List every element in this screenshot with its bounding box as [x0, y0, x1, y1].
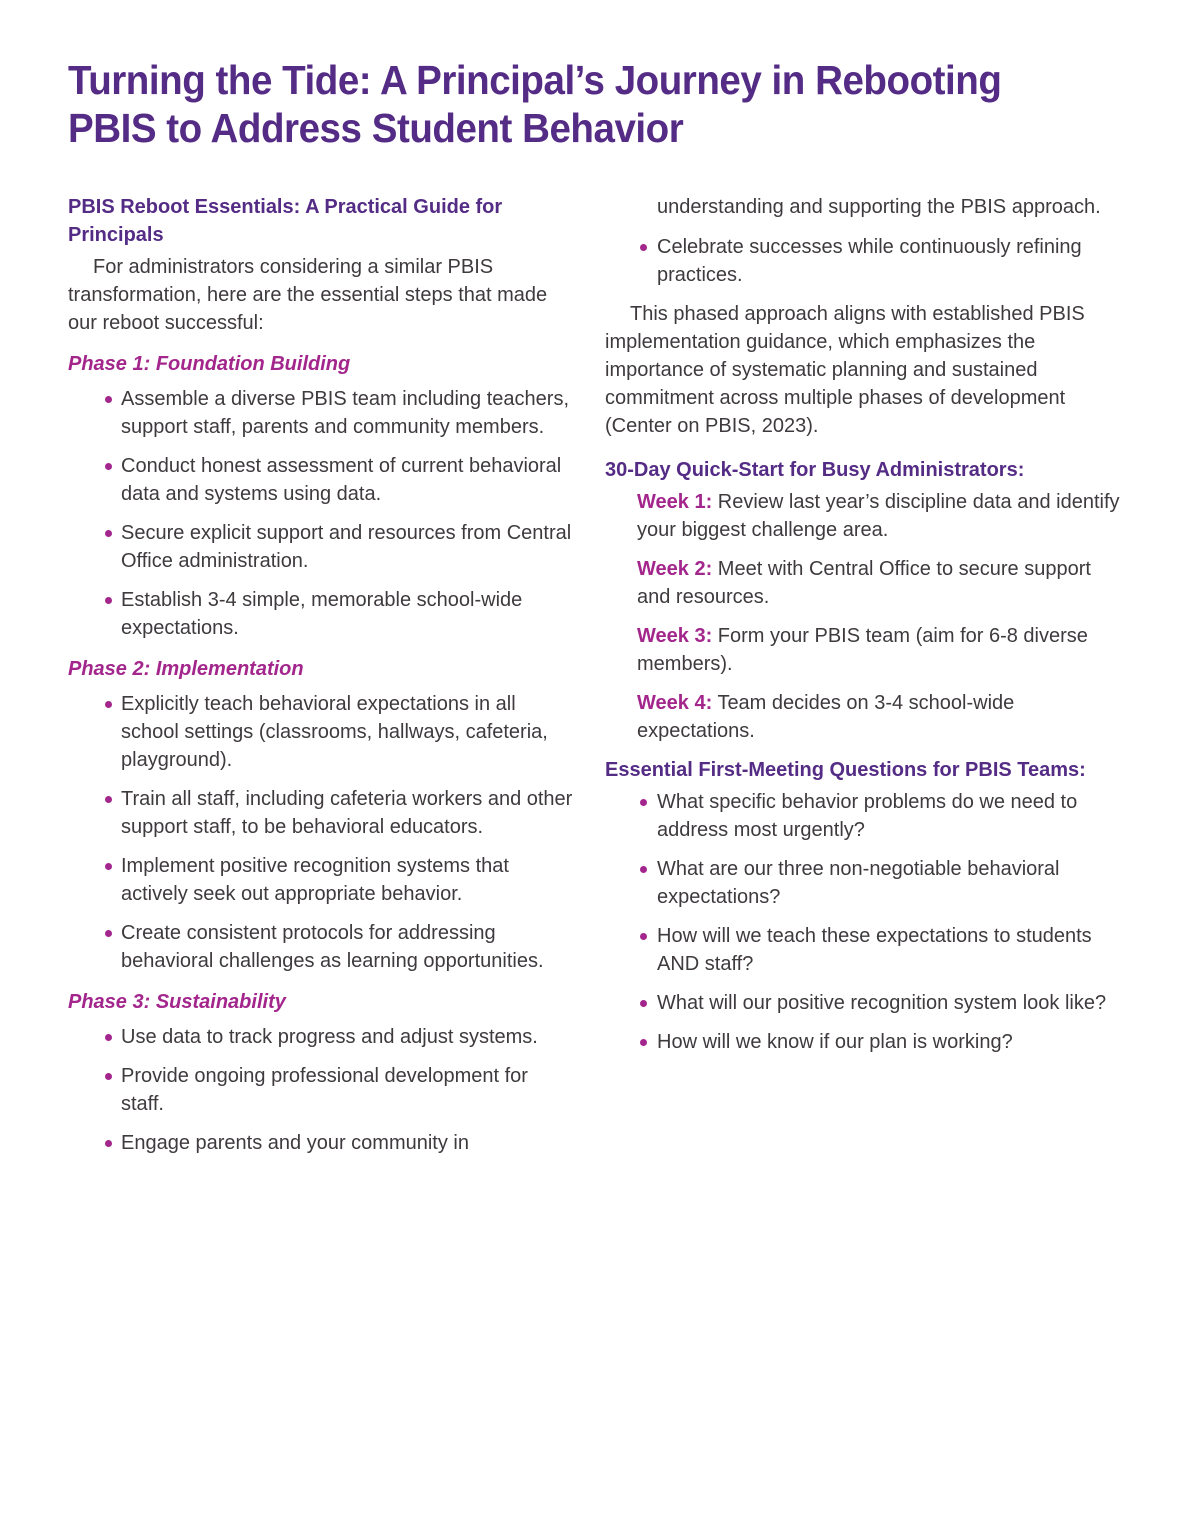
- week-item: [605, 488, 1120, 544]
- bullet-icon: [640, 1039, 647, 1046]
- phase-2-heading: Phase 2: Implementation: [68, 657, 304, 680]
- guide-heading: PBIS Reboot Essentials: A Practical Guide for Principals: [68, 195, 503, 246]
- bullet-icon: [105, 1034, 112, 1041]
- page-title: [68, 56, 1071, 153]
- list-item: [68, 1023, 575, 1051]
- bullet-icon: [105, 863, 112, 870]
- bullet-icon: [105, 701, 112, 708]
- list-item: [68, 385, 575, 441]
- week-text: Meet with Central Office to secure support and resources.: [637, 557, 1091, 608]
- list-item-text: Celebrate successes while continuously refining practices.: [657, 235, 1082, 286]
- bullet-icon: [640, 1000, 647, 1007]
- list-item: [68, 1129, 575, 1157]
- week-item: [605, 689, 1120, 745]
- two-column-body: [68, 193, 1135, 1168]
- bullet-icon: [105, 796, 112, 803]
- bullet-icon: [105, 930, 112, 937]
- page-title-line-1: Turning the Tide: A Principal’s Journey in Rebooting: [68, 57, 1002, 103]
- continuation-paragraph: understanding and supporting the PBIS approach.: [657, 195, 1101, 218]
- phase-1-bullet-list: [68, 385, 575, 642]
- list-item-text: Implement positive recognition systems that actively seek out appropriate behavior.: [121, 854, 509, 905]
- list-item-text: Create consistent protocols for addressing behavioral challenges as learning opportunities.: [121, 921, 544, 972]
- list-item-text: Use data to track progress and adjust systems.: [121, 1025, 538, 1048]
- list-item-text: Assemble a diverse PBIS team including teachers, support staff, parents and community members.: [121, 387, 569, 438]
- list-item: [68, 690, 575, 774]
- week-item: [605, 555, 1120, 611]
- phase-2-bullet-list: [68, 690, 575, 975]
- list-item-text: What will our positive recognition system look like?: [657, 991, 1107, 1014]
- list-item: [68, 586, 575, 642]
- week-text: Review last year’s discipline data and identify your biggest challenge area.: [637, 490, 1120, 541]
- bullet-icon: [105, 597, 112, 604]
- list-item-text: Engage parents and your community in: [121, 1131, 469, 1154]
- list-item: [605, 233, 1120, 289]
- phased-approach-paragraph: This phased approach aligns with established PBIS implementation guidance, which emphasizes the importance of systematic planning and sustained commitment across multiple phases of development (Center on PBIS, 2023).: [605, 302, 1085, 437]
- list-item-text: What specific behavior problems do we need to address most urgently?: [657, 790, 1078, 841]
- intro-paragraph: For administrators considering a similar PBIS transformation, here are the essential steps that made our reboot successful:: [68, 255, 548, 334]
- list-item: [605, 855, 1120, 911]
- list-item-text: What are our three non-negotiable behavioral expectations?: [657, 857, 1060, 908]
- questions-heading: Essential First-Meeting Questions for PBIS Teams:: [605, 758, 1086, 781]
- week-label: Week 1:: [637, 490, 713, 513]
- page-title-line-2: PBIS to Address Student Behavior: [68, 105, 684, 152]
- bullet-icon: [105, 463, 112, 470]
- bullet-icon: [640, 799, 647, 806]
- week-item: [605, 622, 1120, 678]
- left-column: [68, 193, 575, 1168]
- bullet-icon: [105, 530, 112, 537]
- week-text: Team decides on 3-4 school-wide expectations.: [637, 691, 1015, 742]
- list-item-text: Train all staff, including cafeteria workers and other support staff, to be behavioral educators.: [121, 787, 573, 838]
- week-label: Week 2:: [637, 557, 713, 580]
- list-item: [68, 785, 575, 841]
- list-item: [605, 989, 1120, 1017]
- bullet-icon: [105, 1140, 112, 1147]
- bullet-icon: [640, 244, 647, 251]
- bullet-icon: [105, 1073, 112, 1080]
- list-item-text: Establish 3-4 simple, memorable school-wide expectations.: [121, 588, 523, 639]
- week-label: Week 4:: [637, 691, 713, 714]
- list-item: [68, 519, 575, 575]
- questions-bullet-list: [605, 788, 1120, 1056]
- phase-3-heading: Phase 3: Sustainability: [68, 990, 286, 1013]
- phase-1-heading: Phase 1: Foundation Building: [68, 352, 351, 375]
- right-column: [605, 193, 1120, 1067]
- list-item-text: Provide ongoing professional development for staff.: [121, 1064, 528, 1115]
- list-item: [68, 919, 575, 975]
- quickstart-heading: 30-Day Quick-Start for Busy Administrators:: [605, 458, 1025, 481]
- week-label: Week 3:: [637, 624, 713, 647]
- celebrate-bullet-list: [605, 233, 1120, 289]
- list-item: [605, 1028, 1120, 1056]
- list-item: [68, 1062, 575, 1118]
- bullet-icon: [105, 396, 112, 403]
- bullet-icon: [640, 933, 647, 940]
- list-item-text: How will we teach these expectations to students AND staff?: [657, 924, 1092, 975]
- list-item: [605, 922, 1120, 978]
- list-item-text: Explicitly teach behavioral expectations in all school settings (classrooms, hallways, cafeteria, playground).: [121, 692, 548, 771]
- week-text: Form your PBIS team (aim for 6-8 diverse members).: [637, 624, 1088, 675]
- phase-3-bullet-list: [68, 1023, 575, 1157]
- list-item: [68, 852, 575, 908]
- list-item-text: Secure explicit support and resources from Central Office administration.: [121, 521, 572, 572]
- list-item-text: Conduct honest assessment of current behavioral data and systems using data.: [121, 454, 562, 505]
- list-item: [605, 788, 1120, 844]
- bullet-icon: [640, 866, 647, 873]
- list-item-text: How will we know if our plan is working?: [657, 1030, 1013, 1053]
- list-item: [68, 452, 575, 508]
